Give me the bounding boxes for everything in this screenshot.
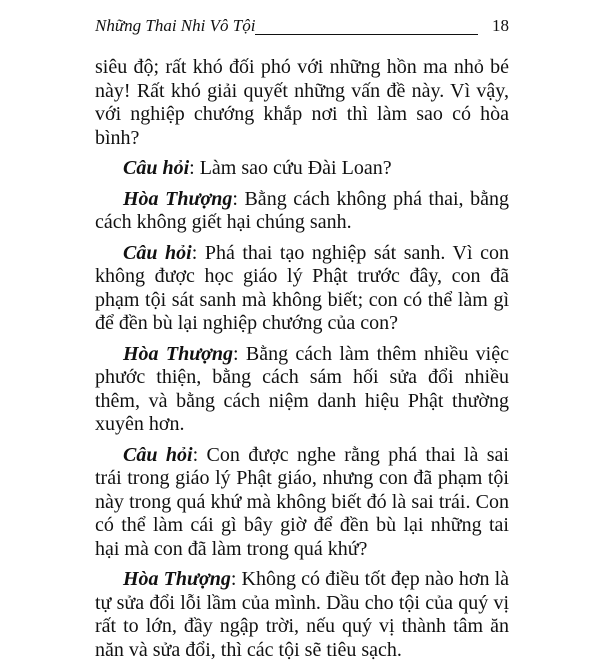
speaker-label: Câu hỏi (123, 241, 192, 264)
paragraph-text: : Bằng cách không phá thai, bằng cách không giết hại chúng sanh. (95, 187, 509, 233)
paragraph (95, 157, 509, 181)
speaker-label: Câu hỏi (123, 157, 190, 179)
paragraph-text: : Phá thai tạo nghiệp sát sanh. Vì con không được học giáo lý Phật trước đây, con đã phạm tội sát sanh mà không biết; con có thể làm gì để đền bù lại nghiệp chướng của con? (95, 241, 509, 334)
running-title: Những Thai Nhi Vô Tội (95, 16, 256, 35)
paragraph-text: : Làm sao cứu Đài Loan? (189, 157, 392, 179)
paragraph-text: : Bằng cách làm thêm nhiều việc phước thiện, bằng cách sám hối sửa đổi nhiều thêm, và bằng cách niệm danh hiệu Phật thường xuyên hơn. (95, 342, 509, 435)
paragraph-text: : Con được nghe rằng phá thai là sai trái trong giáo lý Phật giáo, nhưng con đã phạm tội này trong quá khứ mà không biết đó là sai trái. Con có thể làm cái gì bây giờ để đền bù lại những tai hại mà con đã làm trong quá khứ? (95, 443, 509, 560)
paragraph (95, 444, 509, 562)
page-body (95, 56, 509, 669)
paragraph (95, 242, 509, 336)
speaker-label: Hòa Thượng (123, 342, 234, 365)
paragraph (95, 568, 509, 662)
paragraph-text: siêu độ; rất khó đối phó với những hồn ma nhỏ bé này! Rất khó giải quyết những vấn đề này. Vì vậy, với nghiệp chướng khắp nơi thì làm sao có hòa bình? (95, 56, 509, 149)
speaker-label: Câu hỏi (123, 443, 193, 466)
paragraph-text: : Không có điều tốt đẹp nào hơn là tự sửa đổi lỗi lầm của mình. Dầu cho tội của quý vị rất to lớn, đầy ngập trời, nếu quý vị thành tâm ăn năn và sửa đổi, thì các tội sẽ tiêu sạch. (95, 568, 510, 661)
running-header (95, 14, 509, 40)
paragraph (95, 188, 509, 235)
speaker-label: Hòa Thượng (123, 187, 233, 210)
paragraph (95, 56, 509, 150)
paragraph (95, 343, 509, 437)
page-number: 18 (492, 16, 509, 35)
speaker-label: Hòa Thượng (123, 568, 231, 590)
header-rule (255, 34, 478, 35)
